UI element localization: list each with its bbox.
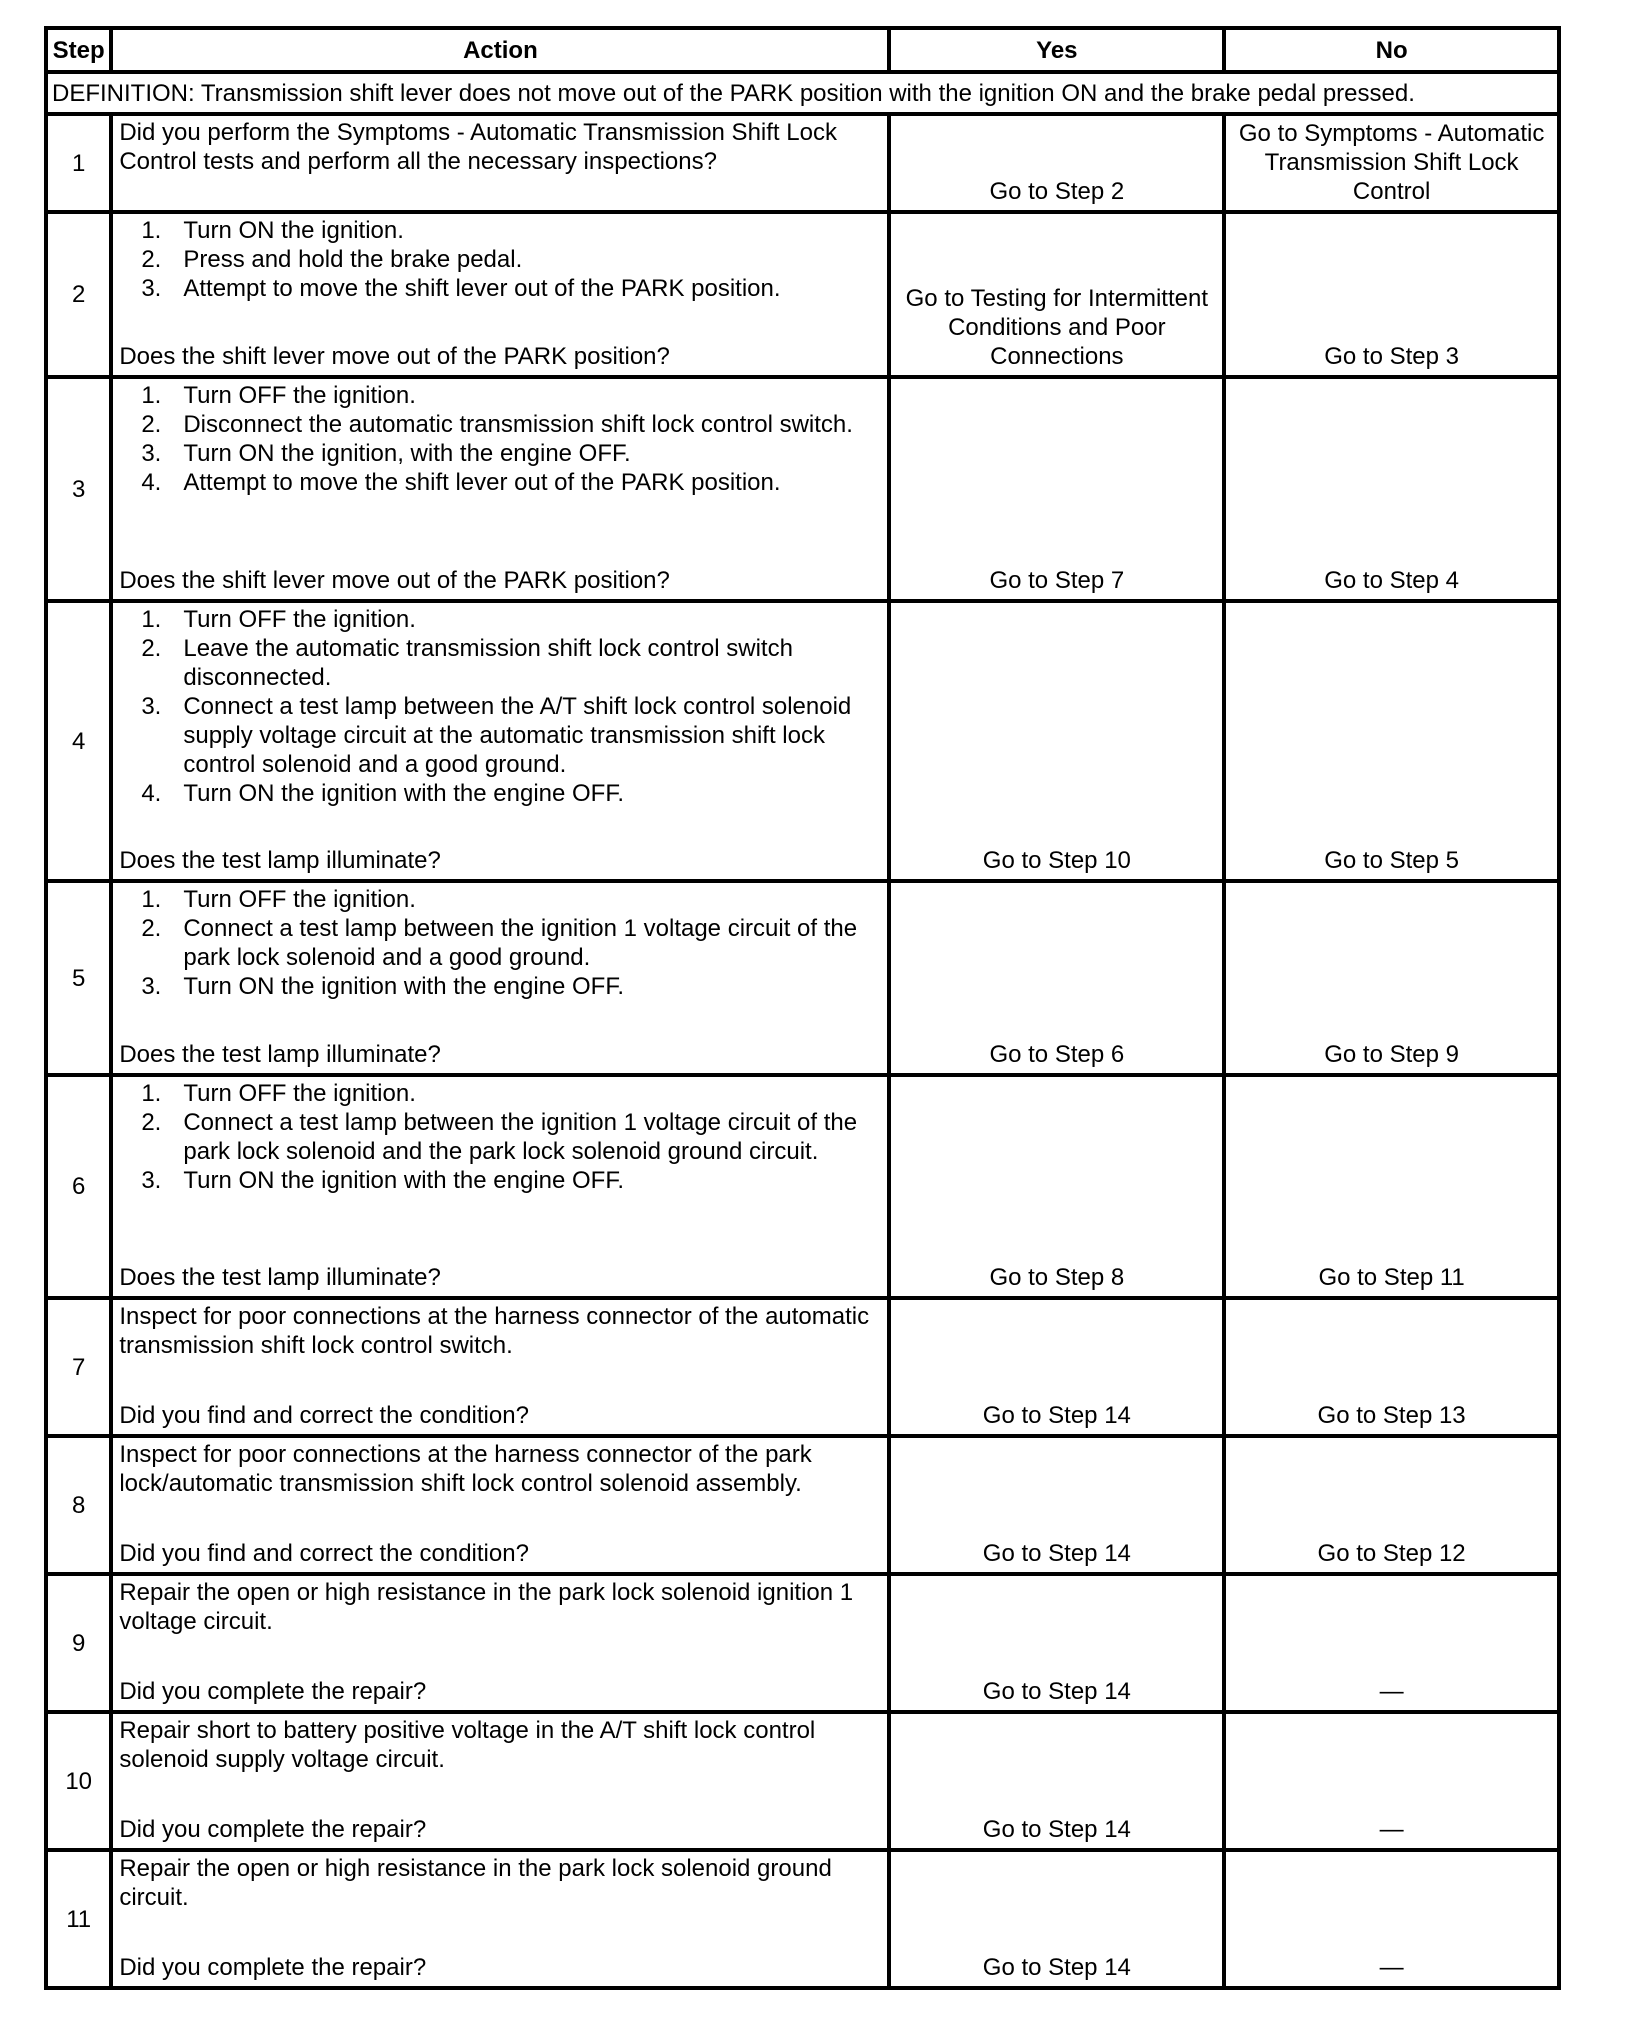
no-result: Go to Step 12 [1224, 1436, 1559, 1574]
list-item: 2. Press and hold the brake pedal. [141, 246, 523, 273]
yes-result: Go to Step 8 [889, 1075, 1224, 1298]
action-cell [111, 1850, 889, 1988]
list-item: 4. Attempt to move the shift lever out of the PARK position. [141, 469, 781, 496]
action-cell [111, 601, 889, 881]
step-number: 9 [46, 1574, 111, 1712]
action-cell [111, 1574, 889, 1712]
no-result: — [1224, 1712, 1559, 1850]
no-result: Go to Symptoms - Automatic Transmission Shift Lock Control [1224, 114, 1559, 212]
procedure-list [119, 1079, 883, 1195]
no-result: Go to Step 13 [1224, 1298, 1559, 1436]
list-item: 2. Connect a test lamp between the ignition 1 voltage circuit of the park lock solenoid and the park lock solenoid ground circuit. [141, 1109, 858, 1165]
diagnostic-table [44, 26, 1561, 1990]
action-cell [111, 881, 889, 1075]
list-item: 2. Leave the automatic transmission shift lock control switch disconnected. [141, 635, 793, 691]
table-row [46, 601, 1559, 881]
action-text: Inspect for poor connections at the harness connector of the park lock/automatic transmission shift lock control solenoid assembly. [119, 1441, 812, 1497]
question-text: Does the test lamp illuminate? [119, 1041, 441, 1068]
question-text: Does the shift lever move out of the PARK position? [119, 343, 670, 370]
question-text: Did you find and correct the condition? [119, 1540, 529, 1567]
definition-row [46, 72, 1559, 114]
yes-result: Go to Step 14 [889, 1712, 1224, 1850]
list-item: 2. Disconnect the automatic transmission shift lock control switch. [141, 411, 853, 438]
header-row [46, 28, 1559, 72]
procedure-list [119, 885, 883, 1001]
list-item: 1. Turn OFF the ignition. [141, 1080, 416, 1107]
table-row [46, 377, 1559, 601]
yes-result: Go to Step 14 [889, 1436, 1224, 1574]
question-text: Does the shift lever move out of the PARK position? [119, 567, 670, 594]
step-number: 5 [46, 881, 111, 1075]
yes-result: Go to Step 2 [889, 114, 1224, 212]
question-text: Did you complete the repair? [119, 1816, 427, 1843]
no-result: Go to Step 3 [1224, 212, 1559, 377]
step-number: 4 [46, 601, 111, 881]
step-number: 11 [46, 1850, 111, 1988]
list-item: 1. Turn OFF the ignition. [141, 886, 416, 913]
yes-result: Go to Step 6 [889, 881, 1224, 1075]
list-item: 3. Turn ON the ignition with the engine OFF. [141, 973, 625, 1000]
step-number: 3 [46, 377, 111, 601]
list-item: 1. Turn OFF the ignition. [141, 382, 416, 409]
question-text: Did you complete the repair? [119, 1678, 427, 1705]
question-text: Did you complete the repair? [119, 1954, 427, 1981]
no-result: — [1224, 1850, 1559, 1988]
list-item: 4. Turn ON the ignition with the engine OFF. [141, 780, 625, 807]
action-cell [111, 114, 889, 212]
yes-result: Go to Testing for Intermittent Conditions and Poor Connections [889, 212, 1224, 377]
action-text: Repair short to battery positive voltage in the A/T shift lock control solenoid supply voltage circuit. [119, 1717, 816, 1773]
action-cell [111, 1075, 889, 1298]
table-row [46, 1298, 1559, 1436]
question-text: Does the test lamp illuminate? [119, 1264, 441, 1291]
table-row [46, 1436, 1559, 1574]
action-cell [111, 377, 889, 601]
table-row [46, 881, 1559, 1075]
list-item: 3. Attempt to move the shift lever out of the PARK position. [141, 275, 781, 302]
action-text: Repair the open or high resistance in the park lock solenoid ignition 1 voltage circuit. [119, 1579, 854, 1635]
yes-result: Go to Step 14 [889, 1298, 1224, 1436]
action-text: Repair the open or high resistance in the park lock solenoid ground circuit. [119, 1855, 832, 1911]
table-row [46, 1574, 1559, 1712]
table-row [46, 1850, 1559, 1988]
step-number: 10 [46, 1712, 111, 1850]
procedure-list [119, 381, 883, 497]
definition-text: DEFINITION: Transmission shift lever does not move out of the PARK position with the ignition ON and the brake pedal pressed. [46, 72, 1559, 114]
header-step: Step [46, 28, 111, 72]
list-item: 3. Turn ON the ignition, with the engine OFF. [141, 440, 631, 467]
action-cell [111, 212, 889, 377]
step-number: 2 [46, 212, 111, 377]
step-number: 8 [46, 1436, 111, 1574]
list-item: 1. Turn OFF the ignition. [141, 606, 416, 633]
header-no: No [1224, 28, 1559, 72]
header-yes: Yes [889, 28, 1224, 72]
action-cell [111, 1298, 889, 1436]
question-text: Did you find and correct the condition? [119, 1402, 529, 1429]
list-item: 2. Connect a test lamp between the ignition 1 voltage circuit of the park lock solenoid and a good ground. [141, 915, 858, 971]
yes-result: Go to Step 14 [889, 1850, 1224, 1988]
no-result: Go to Step 11 [1224, 1075, 1559, 1298]
procedure-list [119, 216, 883, 303]
yes-result: Go to Step 7 [889, 377, 1224, 601]
list-item: 3. Turn ON the ignition with the engine OFF. [141, 1167, 625, 1194]
yes-result: Go to Step 10 [889, 601, 1224, 881]
no-result: Go to Step 4 [1224, 377, 1559, 601]
table-row [46, 1075, 1559, 1298]
question-text: Does the test lamp illuminate? [119, 847, 441, 874]
step-number: 7 [46, 1298, 111, 1436]
yes-result: Go to Step 14 [889, 1574, 1224, 1712]
list-item: 3. Connect a test lamp between the A/T shift lock control solenoid supply voltage circuit at the automatic transmission shift lock control solenoid and a good ground. [141, 693, 852, 778]
header-action: Action [111, 28, 889, 72]
table-row [46, 1712, 1559, 1850]
no-result: Go to Step 9 [1224, 881, 1559, 1075]
action-text: Inspect for poor connections at the harness connector of the automatic transmission shift lock control switch. [119, 1303, 870, 1359]
action-cell [111, 1712, 889, 1850]
action-text: Did you perform the Symptoms - Automatic Transmission Shift Lock Control tests and perform all the necessary inspections? [119, 119, 837, 175]
no-result: Go to Step 5 [1224, 601, 1559, 881]
step-number: 6 [46, 1075, 111, 1298]
table-row [46, 114, 1559, 212]
table-row [46, 212, 1559, 377]
procedure-list [119, 605, 883, 808]
no-result: — [1224, 1574, 1559, 1712]
action-cell [111, 1436, 889, 1574]
list-item: 1. Turn ON the ignition. [141, 217, 404, 244]
step-number: 1 [46, 114, 111, 212]
